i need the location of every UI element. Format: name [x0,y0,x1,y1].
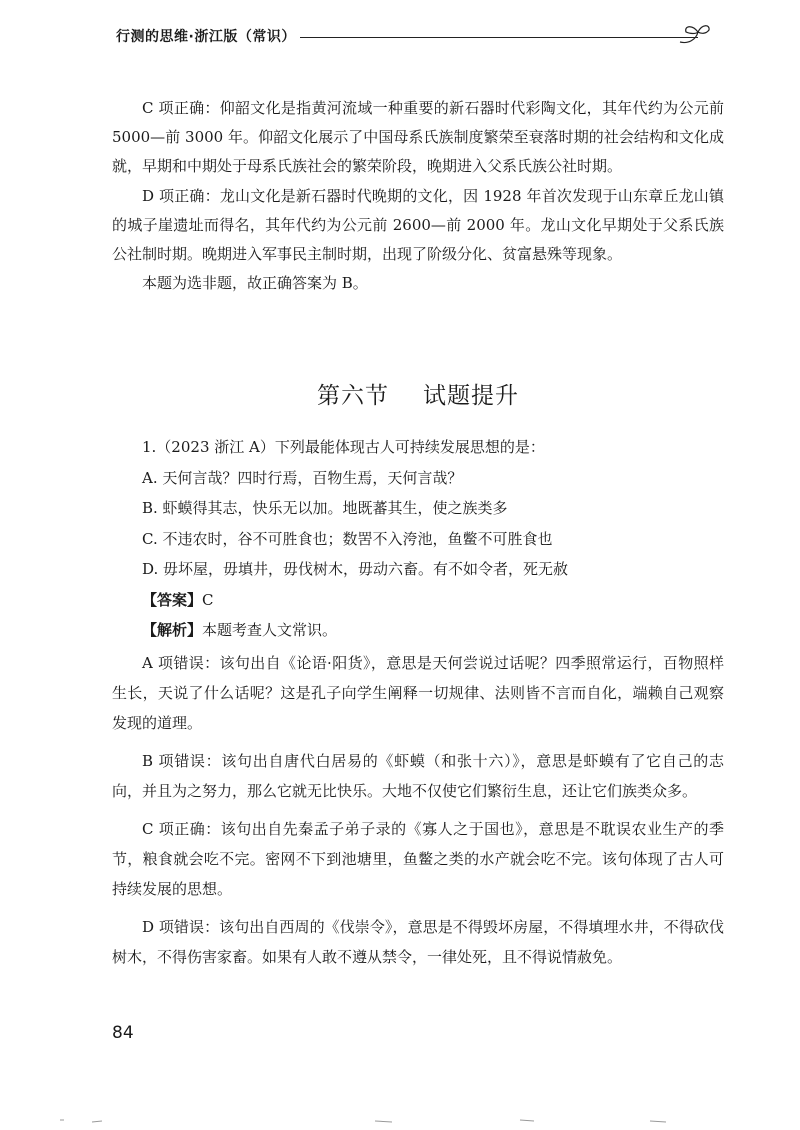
analysis-line [112,615,724,646]
sprout-icon [678,22,712,46]
answer-value: C [202,590,214,609]
previous-answer-explanation [112,94,724,298]
header-rule [300,37,698,38]
question-stem: 1.（2023 浙江 A）下列最能体现古人可持续发展思想的是： [142,438,545,456]
paragraph-c-correct: C 项正确：仰韶文化是指黄河流域一种重要的新石器时代彩陶文化，其年代约为公元前 5000—前 3000 年。仰韶文化展示了中国母系氏族制度繁荣至衰落时期的社会结构和文化成就，早期和中期处于母系氏族社会的繁荣阶段，晚期进入父系氏族公社时期。 [112,99,724,176]
scan-noise [0,1110,800,1130]
option-b: B. 虾蟆得其志，快乐无以加。地既蕃其生，使之族类多 [142,499,508,517]
explanation-b: B 项错误：该句出自唐代白居易的《虾蟆（和张十六）》，意思是虾蟆有了它自己的志向，并且为之努力，那么它就无比快乐。大地不仅使它们繁衍生息，还让它们族类众多。 [112,751,724,800]
paragraph-conclusion: 本题为选非题，故正确答案为 B。 [142,274,368,293]
running-header-title: 行测的思维·浙江版（常识） [116,29,296,45]
explanation-c: C 项正确：该句出自先秦孟子弟子录的《寡人之于国也》，意思是不耽误农业生产的季节，粮食就会吃不完。密网不下到池塘里，鱼鳖之类的水产就会吃不完。该句体现了古人可持续发展的思想。 [112,819,724,898]
answer-label: 【答案】 [142,590,203,609]
section-title: 试题提升 [423,383,519,409]
analysis-intro: 本题考查人文常识。 [202,621,338,639]
running-header [112,22,712,48]
section-heading [112,377,724,410]
page-number: 84 [112,1023,134,1043]
explanation-a: A 项错误：该句出自《论语·阳货》，意思是天何尝说过话呢？四季照常运行，百物照样生长，天说了什么话呢？这是孔子向学生阐释一切规律、法则皆不言而自化，端赖自己观察发现的道理。 [112,653,724,732]
analysis-label: 【解析】 [142,621,203,639]
explanation-d: D 项错误：该句出自西周的《伐崇令》，意思是不得毁坏房屋，不得填埋水井，不得砍伐树木，不得伤害家畜。如果有人敢不遵从禁令，一律处死，且不得说情赦免。 [112,917,724,966]
answer-line [112,585,724,616]
option-a: A. 天何言哉？四时行焉，百物生焉，天何言哉？ [142,468,463,487]
option-d: D. 毋坏屋，毋填井，毋伐树木，毋动六畜。有不如令者，死无赦 [142,560,569,578]
option-c: C. 不违农时，谷不可胜食也；数罟不入洿池，鱼鳖不可胜食也 [142,529,553,548]
paragraph-d-correct: D 项正确：龙山文化是新石器时代晚期的文化，因 1928 年首次发现于山东章丘龙山镇的城子崖遗址而得名，其年代约为公元前 2600—前 2000 年。龙山文化早期处于父系氏族公社制时期。晚期进入军事民主制时期，出现了阶级分化、贫富悬殊等现象。 [112,186,724,264]
question-block [112,432,724,972]
section-number: 第六节 [317,383,389,409]
